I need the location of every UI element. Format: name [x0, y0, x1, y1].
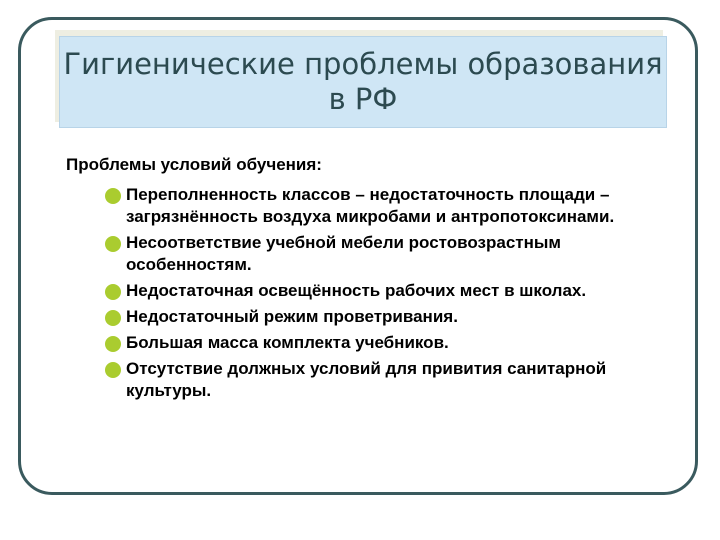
list-item-text: Недостаточная освещённость рабочих мест в школах.: [126, 281, 587, 300]
title-box: [59, 36, 667, 128]
list-item: [66, 184, 656, 228]
content-area: [66, 154, 666, 406]
list-item: [66, 306, 656, 328]
circle-bullet-icon: [105, 336, 121, 352]
slide-title: Гигиенические проблемы образования в РФ: [63, 47, 663, 116]
problem-list: [66, 184, 666, 402]
circle-bullet-icon: [105, 236, 121, 252]
list-item-text: Несоответствие учебной мебели ростовозрастным особенностям.: [126, 233, 561, 274]
section-heading: Проблемы условий обучения:: [66, 155, 322, 174]
list-item: [66, 332, 656, 354]
circle-bullet-icon: [105, 188, 121, 204]
list-item-text: Большая масса комплекта учебников.: [126, 333, 449, 352]
list-item: [66, 358, 656, 402]
circle-bullet-icon: [105, 310, 121, 326]
circle-bullet-icon: [105, 362, 121, 378]
list-item: [66, 280, 656, 302]
list-item-text: Недостаточный режим проветривания.: [126, 307, 458, 326]
list-item: [66, 232, 656, 276]
list-item-text: Переполненность классов – недостаточность площади – загрязнённость воздуха микробами и антропотоксинами.: [126, 185, 615, 226]
circle-bullet-icon: [105, 284, 121, 300]
list-item-text: Отсутствие должных условий для привития санитарной культуры.: [126, 359, 607, 400]
